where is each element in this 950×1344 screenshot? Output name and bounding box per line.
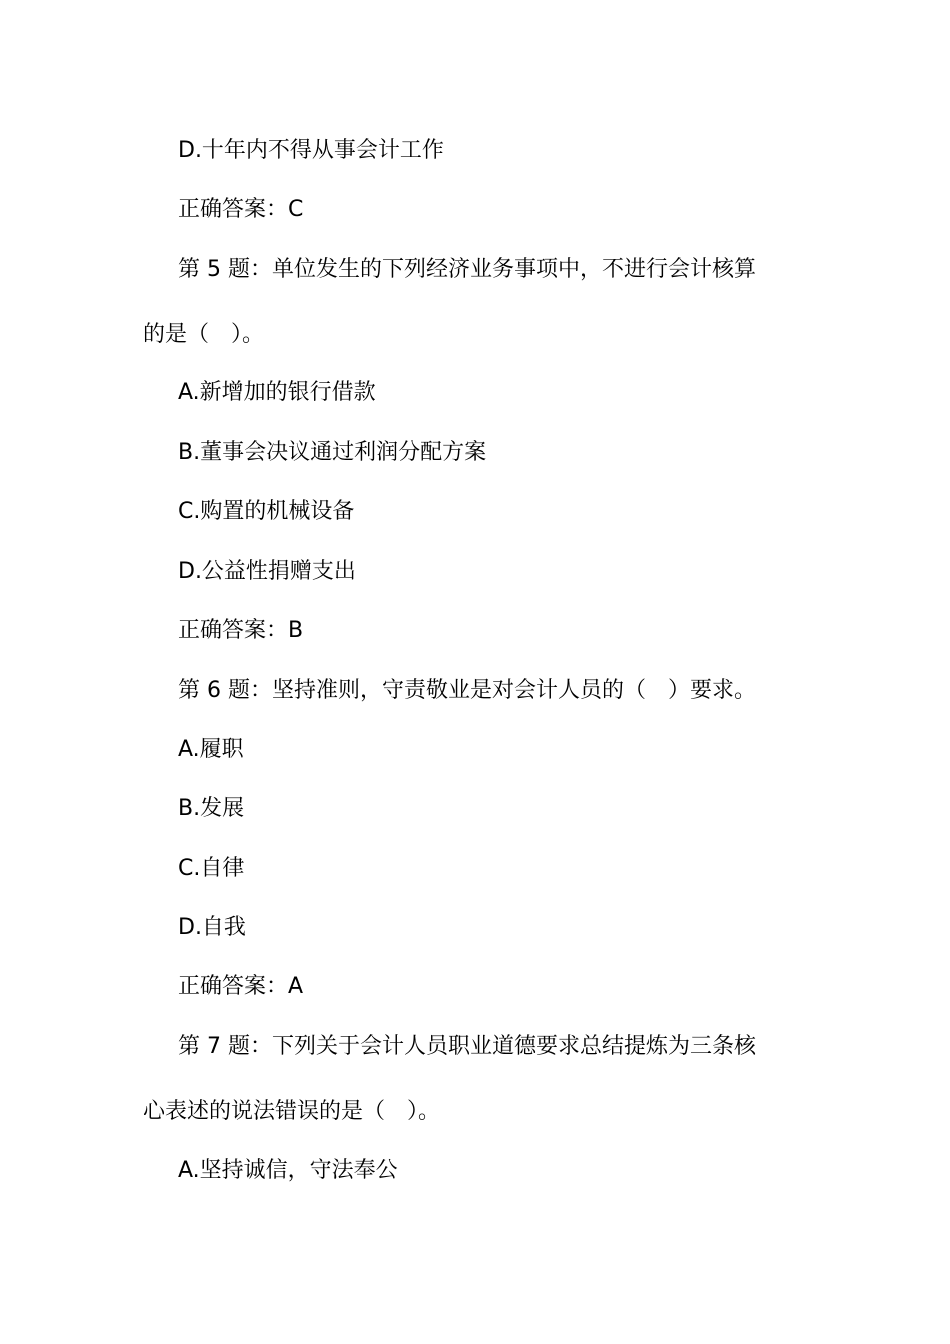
option-a-q6: A.履职 — [178, 737, 244, 762]
question-5-line-2: 的是（ ）。 — [143, 322, 265, 347]
option-a-q7: A.坚持诚信，守法奉公 — [178, 1158, 398, 1183]
answer-q4: 正确答案：C — [178, 197, 304, 222]
option-d-q6: D.自我 — [178, 915, 246, 940]
option-b-q6: B.发展 — [178, 796, 245, 821]
answer-q6: 正确答案：A — [178, 974, 304, 999]
option-d-q4: D.十年内不得从事会计工作 — [178, 138, 444, 163]
option-a-q5: A.新增加的银行借款 — [178, 380, 376, 405]
option-d-q5: D.公益性捐赠支出 — [178, 559, 356, 584]
option-c-q5: C.购置的机械设备 — [178, 499, 355, 524]
question-6: 第 6 题：坚持准则，守责敬业是对会计人员的（ ）要求。 — [178, 678, 756, 703]
question-7-line-1: 第 7 题：下列关于会计人员职业道德要求总结提炼为三条核 — [178, 1034, 756, 1059]
question-5-line-1: 第 5 题：单位发生的下列经济业务事项中，不进行会计核算 — [178, 257, 756, 282]
option-b-q5: B.董事会决议通过利润分配方案 — [178, 440, 487, 465]
answer-q5: 正确答案：B — [178, 618, 304, 643]
question-7-line-2: 心表述的说法错误的是（ ）。 — [143, 1099, 441, 1124]
option-c-q6: C.自律 — [178, 856, 245, 881]
